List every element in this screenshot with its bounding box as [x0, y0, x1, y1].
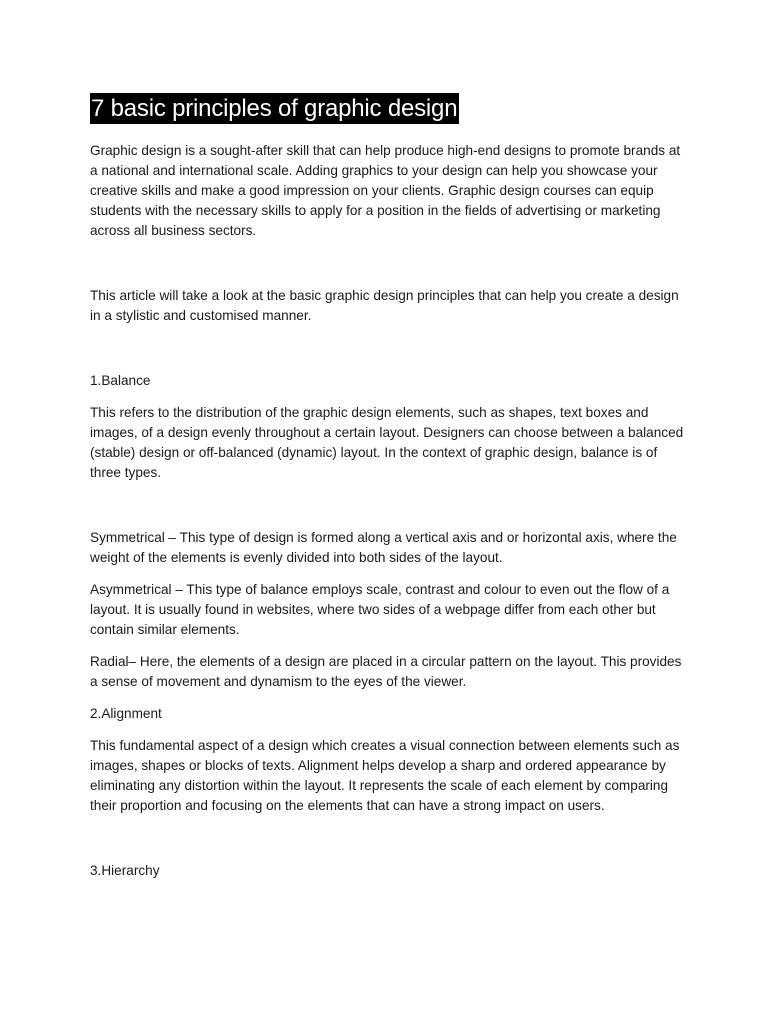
alignment-paragraph: This fundamental aspect of a design which creates a visual connection between elements such as images, shapes or blocks of texts. Alignment helps develop a sharp and ordered appearance by eliminating any distortion within the layout. It represents the scale of each element by comparing their proportion and focusing on the elements that can have a strong impact on users.: [90, 738, 680, 813]
intro-paragraph: Graphic design is a sought-after skill that can help produce high-end designs to promote brands at a national and international scale. Adding graphics to your design can help you showcase your creative skills and make a good impression on your clients. Graphic design courses can equip students with the necessary skills to apply for a position in the fields of advertising or marketing across all business sectors.: [90, 143, 681, 238]
section-heading-alignment: 2.Alignment: [90, 706, 162, 721]
document-page: [90, 93, 690, 881]
asymmetrical-paragraph: Asymmetrical – This type of balance employs scale, contrast and colour to even out the flow of a layout. It is usually found in websites, where two sides of a webpage differ from each other but contain similar elements.: [90, 582, 670, 637]
article-note-paragraph: This article will take a look at the basic graphic design principles that can help you create a design in a stylistic and customised manner.: [90, 288, 679, 323]
document-title: 7 basic principles of graphic design: [91, 95, 458, 122]
section-heading-hierarchy: 3.Hierarchy: [90, 863, 160, 878]
section-heading-balance: 1.Balance: [90, 373, 151, 388]
spacer: [90, 483, 690, 528]
symmetrical-paragraph: Symmetrical – This type of design is formed along a vertical axis and or horizontal axis, where the weight of the elements is evenly divided into both sides of the layout.: [90, 530, 677, 565]
spacer: [90, 692, 690, 704]
radial-paragraph: Radial– Here, the elements of a design are placed in a circular pattern on the layout. This provides a sense of movement and dynamism to the eyes of the viewer.: [90, 654, 682, 689]
spacer: [90, 568, 690, 580]
balance-paragraph: This refers to the distribution of the graphic design elements, such as shapes, text boxes and images, of a design evenly throughout a certain layout. Designers can choose between a balanced (stable) design or off-balanced (dynamic) layout. In the context of graphic design, balance is of three types.: [90, 405, 684, 480]
spacer: [90, 724, 690, 736]
spacer: [90, 816, 690, 861]
spacer: [90, 391, 690, 403]
spacer: [90, 326, 690, 371]
spacer: [90, 241, 690, 286]
spacer: [90, 640, 690, 652]
